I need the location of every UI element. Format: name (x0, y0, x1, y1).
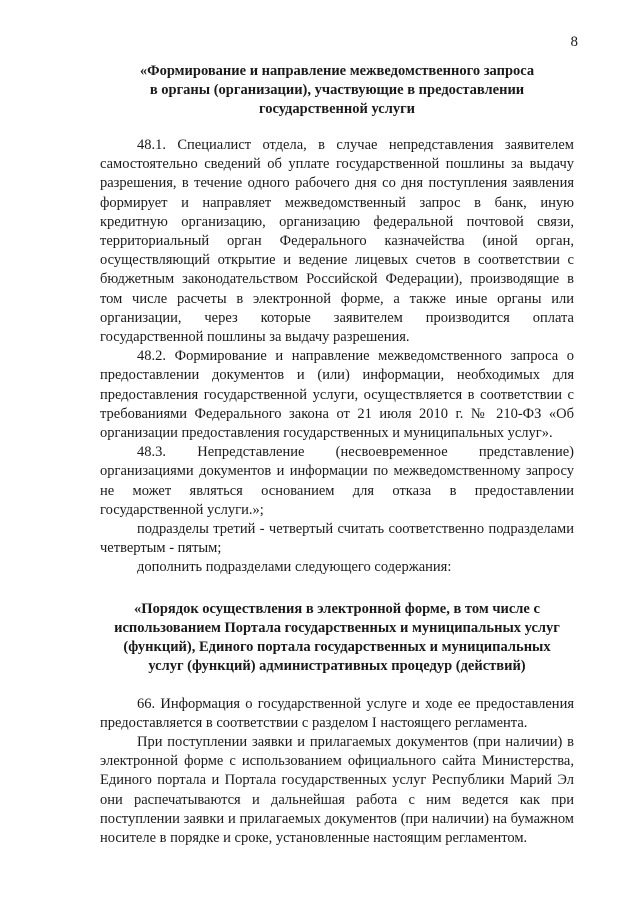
paragraph-electronic-submission: При поступлении заявки и прилагаемых документов (при наличии) в электронной форме с использованием официального сайта Министерства, Единого портала и Портала государственных услуг Республики Марий Эл они распечатываются и дальнейшая работа с ним ведется как при поступлении заявки и прилагаемых документов (при наличии) на бумажном носителе в порядке и сроке, установленные настоящим регламентом. (100, 734, 574, 847)
heading-line: (функций), Единого портала государственных и муниципальных (123, 638, 551, 655)
heading-line: «Порядок осуществления в электронной форме, в том числе с (134, 600, 540, 617)
paragraph-48-3: 48.3. Непредставление (несвоевременное представление) организациями документов и информации по межведомственному запросу не может являться основанием для отказа в предоставлении государственной услуги.»; (100, 444, 574, 518)
heading-line: «Формирование и направление межведомственного запроса (139, 63, 535, 79)
heading-line: использованием Портала государственных и муниципальных услуг (114, 619, 560, 636)
page-number: 8 (570, 34, 578, 50)
section-heading-interagency-request (100, 62, 574, 119)
paragraph-48-2: 48.2. Формирование и направление межведомственного запроса о предоставлении документов и (или) информации, необходимых для предоставления государственной услуги, осуществляется в соответствии с требованиями Федерального закона от 21 июля 2010 г. № 210-ФЗ «Об организации предоставления государственных и муниципальных услуг». (100, 348, 574, 442)
paragraph-48-1: 48.1. Специалист отдела, в случае непредставления заявителем самостоятельно сведений об уплате государственной пошлины за выдачу разрешения, в течение одного рабочего дня со дня поступления заявления формирует и направляет межведомственный запрос в банк, иную кредитную организацию, организацию федеральной почтовой связи, территориальный орган Федерального казначейства (иной орган, осуществляющий открытие и ведение лицевых счетов в соответствии с бюджетным законодательством Российской Федерации), производящие в том числе расчеты в электронной форме, а также иные органы или организации, через которые заявителем производится оплата государственной пошлины за выдачу разрешения. (100, 137, 574, 346)
paragraph-add-subsections: дополнить подразделами следующего содержания: (137, 559, 452, 576)
heading-line: в органы (организации), участвующие в предоставлении (149, 82, 525, 98)
document-body (100, 62, 574, 848)
section-heading-electronic-form (100, 600, 574, 676)
heading-line: государственной услуги (258, 101, 416, 117)
paragraph-subsections-renumber: подразделы третий - четвертый считать соответственно подразделами четвертым - пятым; (100, 521, 574, 557)
heading-line: услуг (функций) административных процедур (действий) (148, 657, 526, 674)
paragraph-66: 66. Информация о государственной услуге и ходе ее предоставления предоставляется в соответствии с разделом I настоящего регламента. (100, 695, 574, 731)
